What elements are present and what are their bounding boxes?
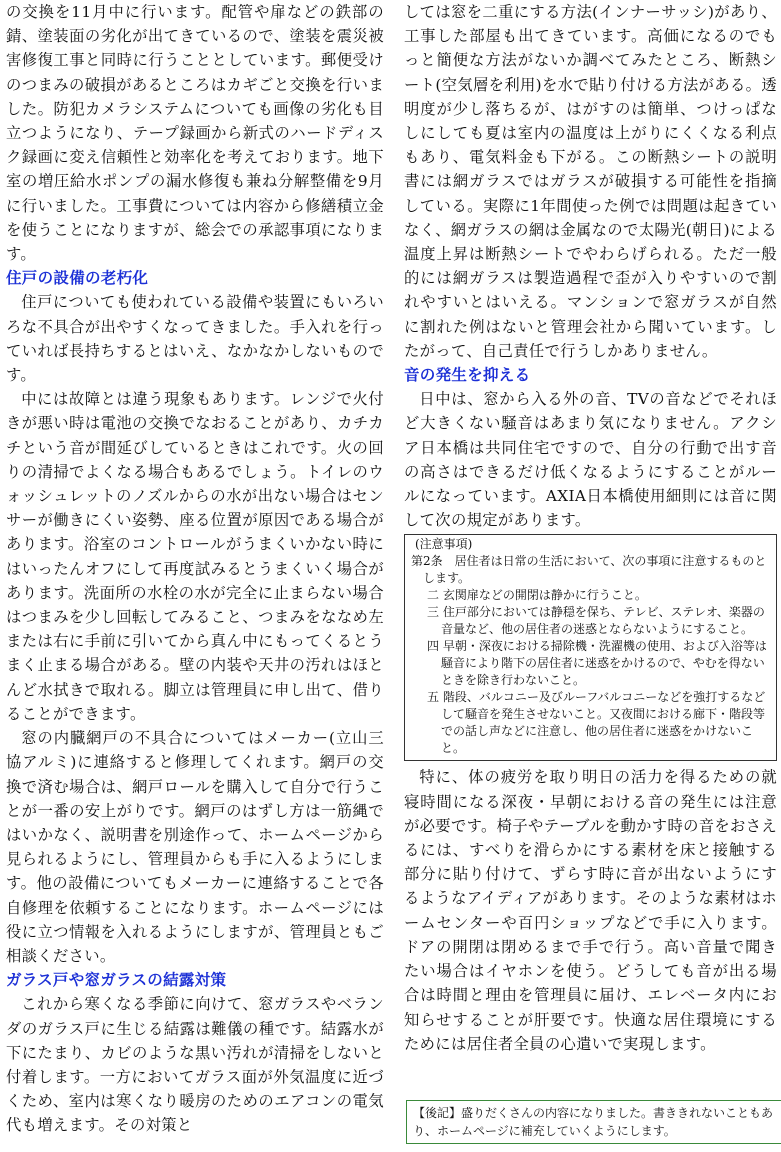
paragraph-unit-issues: 住戸についても使われている設備や装置にもいろいろな不具合が出やすくなってきました。手入れを行っていれば長持ちするとはいえ、なかなかしないものです。	[6, 293, 384, 385]
paragraph-insulation: しては窓を二重にする方法(インナーサッシ)があり、工事した部屋も出てきています。高価になるのでもっと簡便な方法がないか調べてみたところ、断熱シート(空気層を利用)を水で貼り付ける方法がある。透明度が少し落ちるが、はがすのは簡単、つけっぱなしにしても夏は室内の温度は上がりにくくなる利点もあり、電気料金も下がる。この断熱シートの説明書には網ガラスではガラスが破損する可能性を指摘している。実際に1年間使った例では問題は起きていなく、網ガラスの網は金属なので太陽光(朝日)による温度上昇は断熱シートでやわらげられる。ただ一般的には網ガラスは製造過程で歪が入りやすいので割れやすいとはいえる。マンションで窓ガラスが自然に割れた例はないと管理会社から聞いています。したがって、自己責任で行うしかありません。	[404, 3, 777, 360]
notice-item: 五 階段、バルコニー及びルーフバルコニーなどを強打するなどして騒音を発生させないこと。又夜間における廊下・階段等での話し声などに注意し、他の居住者に迷惑をかけないこと。	[427, 690, 766, 756]
heading-condensation: ガラス戸や窓ガラスの結露対策	[6, 971, 227, 990]
notice-item: 二 玄関扉などの開閉は静かに行うこと。	[427, 588, 647, 603]
left-column	[6, 0, 384, 1138]
paragraph-condensation: これから寒くなる季節に向けて、窓ガラスやベランダのガラス戸に生じる結露は難儀の種です。結露水が下にたまり、カビのような黒い汚れが清掃をしないと付着します。一方においてガラス面が外気温度に近づくため、室内は寒くなり暖房のためのエアコンの電気代も増えます。その対策と	[6, 995, 384, 1135]
notice-title: (注意事項)	[415, 537, 473, 552]
notice-box	[404, 534, 777, 761]
notice-intro: 第2条 居住者は日常の生活において、次の事項に注意するものとします。	[411, 554, 767, 586]
paragraph-screen-door: 窓の内臓網戸の不具合についてはメーカー(立山三協アルミ)に連絡すると修理してくれます。網戸の交換で済む場合は、網戸ロールを購入して自分で行うことが一番の安上がりです。網戸のはずし方は一筋縄ではいかなく、説明書を別途作って、ホームページから見られるようにし、管理員からも手に入るようにします。他の設備についてもメーカーに連絡することで各自修理を依頼することになります。ホームページには役に立つ情報を入れるようにしますが、管理員ともご相談ください。	[6, 729, 384, 965]
paragraph-maintenance: の交換を11月中に行います。配管や扉などの鉄部の錆、塗装面の劣化が出てきているので、塗装を震災被害修復工事と同時に行うこととしています。郵便受けのつまみの破損があるところはカギごと交換を行いました。防犯カメラシステムについても画像の劣化も目立つようになり、テープ録画から新式のハードディスク録画に変え信頼性と効率化を考えております。地下室の増圧給水ポンプの漏水修復も兼ね分解整備を9月に行いました。工事費については内容から修繕積立金を使うことになりますが、総会での承認事項になります。	[6, 3, 384, 264]
paragraph-noise-rules: 日中は、窓から入る外の音、TVの音などでそれほど大きくない騒音はあまり気になりません。アクシア日本橋は共同住宅ですので、自分の行動で出す音の高さはできるだけ低くなるようにすることがルールになっています。AXIA日本橋使用細則には音に関して次の規定があります。	[404, 390, 777, 530]
heading-unit-equipment-aging: 住戸の設備の老朽化	[6, 269, 149, 288]
right-column	[404, 0, 777, 1056]
notice-item: 四 早朝・深夜における掃除機・洗濯機の使用、および入浴等は騒音により階下の居住者に迷惑をかけるので、やむを得ないときを除き行わないこと。	[427, 639, 767, 688]
notice-item: 三 住戸部分においては静穏を保ち、テレビ、ステレオ、楽器の音量など、他の居住者の迷惑とならないようにすること。	[427, 605, 765, 637]
postscript-box: 【後記】盛りだくさんの内容になりました。書ききれないこともあり、ホームページに補充していくようにします。	[406, 1100, 781, 1144]
heading-noise: 音の発生を抑える	[404, 366, 531, 385]
paragraph-troubleshooting: 中には故障とは違う現象もあります。レンジで火付きが悪い時は電池の交換でなおることがあり、カチカチという音が間延びしているときはこれです。火の回りの清掃でよくなる場合もあるでしょう。トイレのウォッシュレットのノズルからの水が出ない場合はセンサーが働きにくい姿勢、座る位置が原因である場合があります。浴室のコントロールがうまくいかない時にはいったんオフにして再度試みるとうまくいく場合があります。洗面所の水栓の水が完全に止まらない場合はつまみを少し回転してみること、つまみをななめ左または右に手前に引いてから真ん中にもってくるとうまく止まる場合がある。壁の内装や天井の汚れはほとんど水拭きで取れる。脚立は管理員に申し出て、借りることができます。	[6, 390, 384, 723]
paragraph-night-noise: 特に、体の疲労を取り明日の活力を得るための就寝時間になる深夜・早朝における音の発生には注意が必要です。椅子やテーブルを動かす時の音をおさえるには、すべりを滑らかにする素材を床と接触する部分に貼り付けて、ずらす時に音が出ないようにするようなアイディアがあります。そのような素材はホームセンターや百円ショップなどで手に入ります。ドアの開閉は閉めるまで手で行う。高い音量で聞きたい場合はイヤホンを使う。どうしても音が出る場合は時間と理由を管理員に届け、エレベータ内にお知らせすることが肝要です。快適な居住環境にするためには居住者全員の心遣いで実現します。	[404, 768, 777, 1053]
